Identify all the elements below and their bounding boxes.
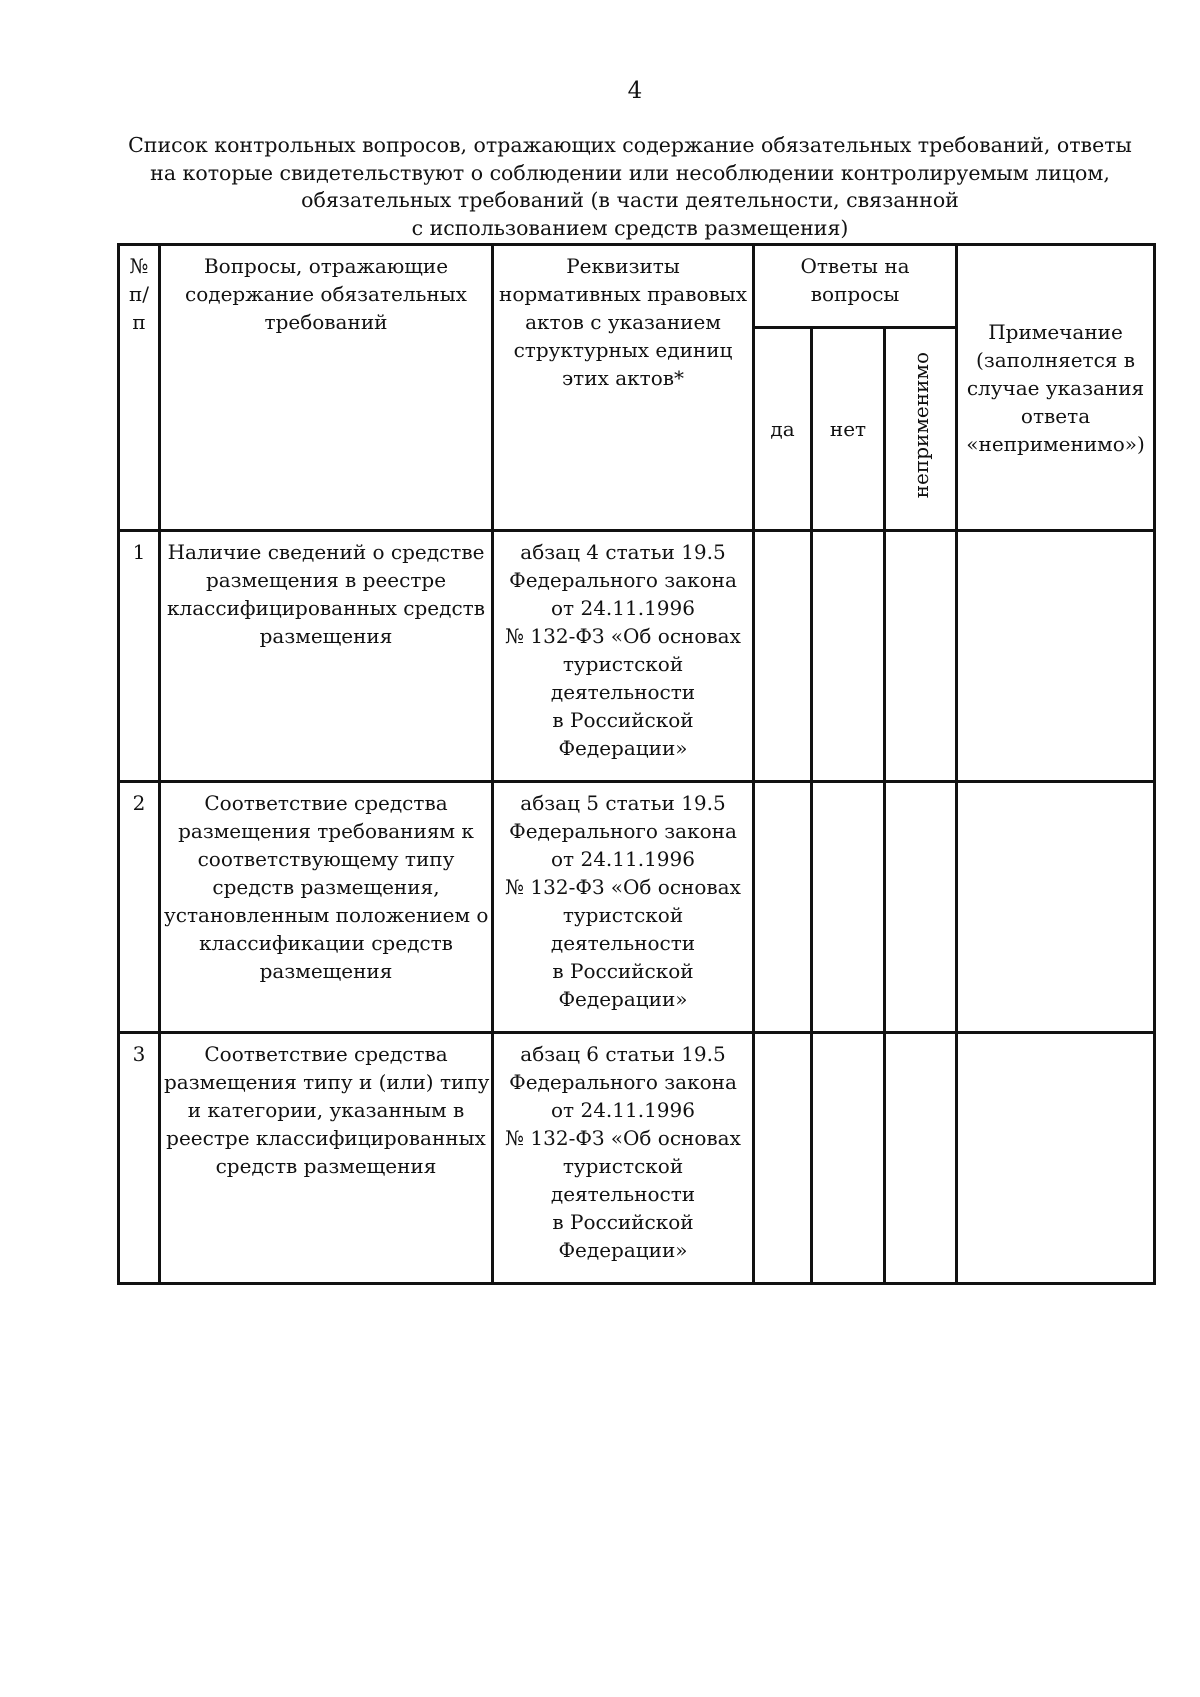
- row-requisites-line: от 24.11.1996: [551, 596, 695, 620]
- header-note-line: случае указания: [966, 375, 1145, 400]
- row-requisites-line: № 132-ФЗ «Об основах: [505, 624, 741, 648]
- row-requisites: [493, 1033, 754, 1284]
- row-requisites-line: Федерации»: [558, 1238, 688, 1262]
- document-title: [100, 132, 1160, 242]
- answer-no-cell[interactable]: [812, 1033, 885, 1284]
- table-row: [119, 531, 1155, 782]
- header-question: [160, 245, 493, 531]
- title-line: Список контрольных вопросов, отражающих содержание обязательных требований, ответы: [128, 133, 1132, 157]
- answer-not-applicable-cell[interactable]: [885, 782, 957, 1033]
- header-question-line: Вопросы, отражающие: [203, 254, 449, 278]
- header-requisites-line: этих актов*: [561, 366, 685, 390]
- header-num-line: п/: [128, 282, 150, 306]
- note-cell[interactable]: [957, 782, 1155, 1033]
- row-requisites-line: туристской: [562, 652, 684, 676]
- header-no: нет: [812, 328, 885, 531]
- header-requisites: [493, 245, 754, 531]
- row-requisites-line: Федерального закона: [509, 568, 737, 592]
- row-requisites-line: деятельности: [550, 931, 696, 955]
- row-requisites: [493, 782, 754, 1033]
- answer-yes-cell[interactable]: [754, 782, 812, 1033]
- row-requisites-line: № 132-ФЗ «Об основах: [505, 875, 741, 899]
- row-requisites-line: деятельности: [550, 1182, 696, 1206]
- note-cell[interactable]: [957, 531, 1155, 782]
- header-question-line: требований: [264, 310, 388, 334]
- row-num: 1: [119, 531, 160, 782]
- answer-yes-cell[interactable]: [754, 1033, 812, 1284]
- row-requisites-line: Федерального закона: [509, 1070, 737, 1094]
- header-answers: [754, 245, 957, 328]
- header-note-line: Примечание: [988, 319, 1123, 344]
- row-question-line: классификации средств: [199, 931, 453, 955]
- header-yes: да: [754, 328, 812, 531]
- header-row: [119, 245, 1155, 328]
- answer-not-applicable-cell[interactable]: [885, 1033, 957, 1284]
- header-num-line: п: [132, 310, 146, 334]
- row-requisites-line: туристской: [562, 1154, 684, 1178]
- row-question-line: установленным положением о: [164, 903, 489, 927]
- row-requisites-line: деятельности: [550, 680, 696, 704]
- header-note: [957, 245, 1155, 531]
- header-answers-line: вопросы: [810, 282, 900, 306]
- row-requisites-line: от 24.11.1996: [551, 847, 695, 871]
- checklist-table: [117, 243, 1156, 1285]
- answer-no-cell[interactable]: [812, 531, 885, 782]
- header-answers-line: Ответы на: [800, 254, 910, 278]
- row-question-line: размещения: [259, 624, 393, 648]
- table-row: [119, 782, 1155, 1033]
- header-requisites-line: Реквизиты: [566, 254, 680, 278]
- row-requisites-line: абзац 5 статьи 19.5: [520, 791, 726, 815]
- row-requisites-line: в Российской: [552, 708, 694, 732]
- header-num-line: №: [129, 254, 149, 278]
- row-question-line: размещения в реестре: [205, 568, 447, 592]
- table-row: [119, 1033, 1155, 1284]
- header-question-line: содержание обязательных: [185, 282, 467, 306]
- row-requisites-line: абзац 4 статьи 19.5: [520, 540, 726, 564]
- row-question-line: Соответствие средства: [204, 1042, 448, 1066]
- row-requisites-line: Федерального закона: [509, 819, 737, 843]
- header-requisites-line: структурных единиц: [513, 338, 733, 362]
- answer-no-cell[interactable]: [812, 782, 885, 1033]
- row-question-line: соответствующему типу: [197, 847, 455, 871]
- answer-not-applicable-cell[interactable]: [885, 531, 957, 782]
- row-requisites-line: в Российской: [552, 1210, 694, 1234]
- row-requisites-line: Федерации»: [558, 987, 688, 1011]
- header-note-line: (заполняется в: [976, 347, 1136, 372]
- row-requisites-line: туристской: [562, 903, 684, 927]
- row-question-line: размещения типу и (или) типу: [164, 1070, 490, 1094]
- row-question-line: и категории, указанным в: [187, 1098, 465, 1122]
- row-question-line: размещения: [259, 959, 393, 983]
- row-question: [160, 531, 493, 782]
- row-question-line: средств размещения,: [212, 875, 440, 899]
- header-not-applicable-label: неприменимо: [908, 352, 933, 499]
- row-question: [160, 1033, 493, 1284]
- header-note-line: ответа: [1020, 403, 1091, 428]
- row-question: [160, 782, 493, 1033]
- row-requisites-line: Федерации»: [558, 736, 688, 760]
- row-num: 2: [119, 782, 160, 1033]
- row-requisites-line: № 132-ФЗ «Об основах: [505, 1126, 741, 1150]
- row-question-line: Наличие сведений о средстве: [167, 540, 485, 564]
- header-note-line: «неприменимо»): [966, 431, 1145, 456]
- page-number: 4: [627, 78, 643, 104]
- title-line: на которые свидетельствуют о соблюдении или несоблюдении контролируемым лицом,: [150, 160, 1110, 185]
- note-cell[interactable]: [957, 1033, 1155, 1284]
- header-num: [119, 245, 160, 531]
- header-requisites-line: нормативных правовых: [498, 282, 747, 306]
- row-question-line: средств размещения: [215, 1154, 437, 1178]
- row-num: 3: [119, 1033, 160, 1284]
- row-requisites-line: от 24.11.1996: [551, 1098, 695, 1122]
- title-line: с использованием средств размещения): [411, 215, 849, 240]
- row-requisites-line: в Российской: [552, 959, 694, 983]
- answer-yes-cell[interactable]: [754, 531, 812, 782]
- header-not-applicable: [885, 328, 957, 531]
- row-question-line: классифицированных средств: [167, 596, 485, 620]
- row-requisites-line: абзац 6 статьи 19.5: [520, 1042, 726, 1066]
- header-requisites-line: актов с указанием: [525, 310, 721, 334]
- row-question-line: реестре классифицированных: [166, 1126, 486, 1150]
- row-question-line: Соответствие средства: [204, 791, 448, 815]
- row-question-line: размещения требованиям к: [178, 819, 474, 843]
- title-line: обязательных требований (в части деятельности, связанной: [301, 188, 959, 212]
- row-requisites: [493, 531, 754, 782]
